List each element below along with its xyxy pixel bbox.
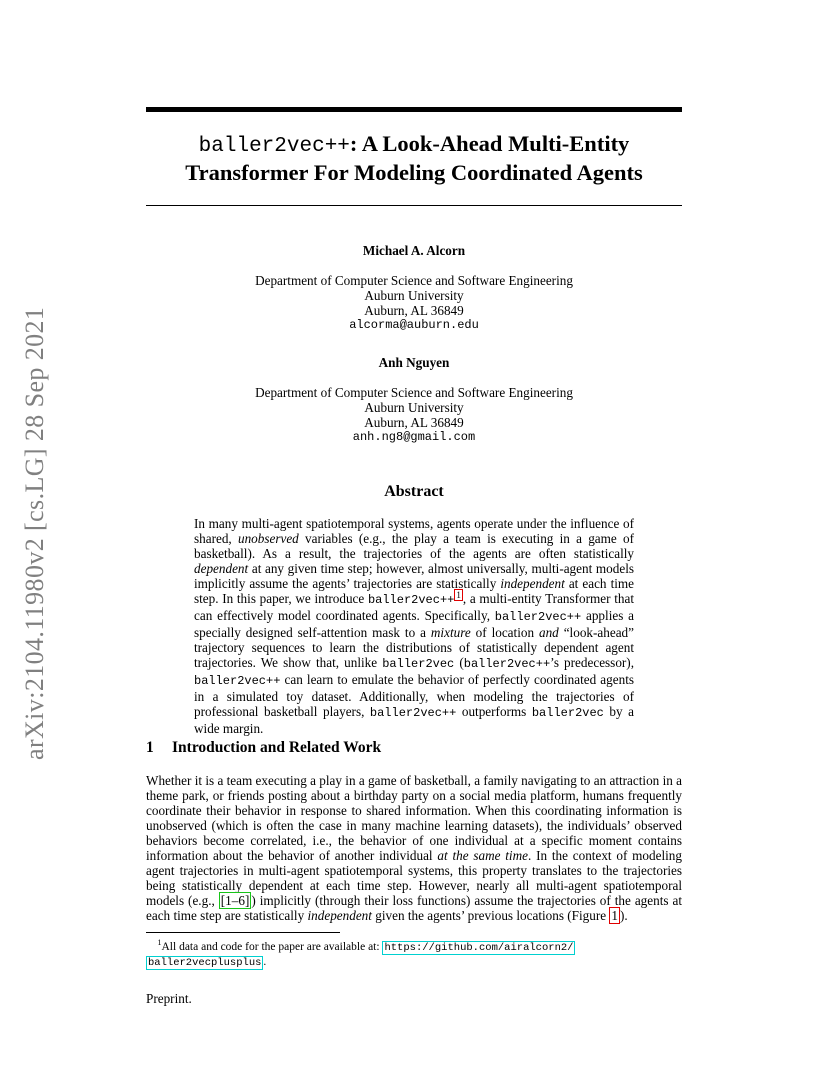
author-university: Auburn University — [364, 400, 464, 415]
text-run: ( — [454, 655, 464, 670]
code-model-name: baller2vec++ — [463, 657, 551, 671]
text-run: In many multi-agent spatiotemporal systems, agents operate under the influence of shared, — [194, 516, 634, 546]
text-run: . In the context of modeling agent trajectories in multi-agent spatiotemporal systems, this property translates to the trajectories being statistically dependent at each time step. However, nearly all multi-agent spatiotemporal models (e.g., — [146, 848, 682, 908]
title-line2: Transformer For Modeling Coordinated Agents — [185, 160, 643, 185]
title-rule-top — [146, 107, 682, 112]
text-run: by a wide margin. — [194, 704, 634, 736]
text-run: Whether it is a team executing a play in a game of basketball, a family navigating to an attraction in a theme park, or friends posting about a birthday party on a social media platform, humans frequently coordinate their behavior in response to shared information. When this coordinating information is unobserved (which is often the case in many machine learning datasets), the individuals’ observed behaviors become correlated, i.e., the behavior of one individual at a specific moment contains information about the behavior of another individual — [146, 773, 682, 863]
author-name: Michael A. Alcorn — [362, 243, 466, 258]
preprint-label: Preprint. — [146, 991, 192, 1006]
abstract-text — [194, 516, 634, 736]
text-run: ). — [619, 908, 628, 923]
text-run: can learn to emulate the behavior of perfectly coordinated agents in a simulated toy dataset. Additionally, when modeling the trajectories of professional basketball players, — [194, 672, 634, 719]
emphasis: mixture — [430, 625, 471, 640]
emphasis: unobserved — [237, 531, 299, 546]
citation-link[interactable]: [1–6] — [220, 893, 250, 908]
code-model-name: baller2vec — [382, 657, 455, 671]
text-run: ) implicitly (through their loss functions) assume the trajectories of the agents at each time step are statistically — [146, 893, 683, 923]
intro-paragraph — [146, 773, 682, 923]
text-run: of location — [470, 625, 539, 640]
footnote-text: All data and code for the paper are available at: — [161, 940, 383, 953]
text-run: at any given time step; however, almost universally, multi-agent models implicitly assume the agents’ trajectories are statistically — [194, 561, 634, 591]
text-run: given the agents’ previous locations (Figure — [371, 908, 610, 923]
repo-url-link[interactable]: https://github.com/airalcorn2/ — [384, 941, 574, 954]
emphasis: dependent — [194, 561, 249, 576]
author-name: Anh Nguyen — [378, 355, 450, 370]
author-email[interactable]: alcorma@auburn.edu — [349, 318, 479, 332]
code-model-name: baller2vec++ — [369, 706, 457, 720]
text-run: applies a specially designed self-attention mask to a — [194, 608, 634, 640]
text-run: variables (e.g., the play a team is executing in a game of basketball). As a result, the trajectories of the agents are often statistically — [194, 531, 635, 561]
emphasis: and — [538, 625, 559, 640]
code-model-name: baller2vec++ — [194, 674, 281, 688]
section-title: Introduction and Related Work — [172, 739, 382, 756]
arxiv-stamp: arXiv:2104.11980v2 [cs.LG] 28 Sep 2021 — [20, 306, 49, 760]
abstract-heading: Abstract — [384, 483, 444, 500]
emphasis: independent — [307, 908, 372, 923]
footnote-text: . — [263, 955, 267, 968]
footnote-mark: 1 — [157, 938, 162, 947]
author-block-2 — [146, 355, 682, 445]
author-university: Auburn University — [364, 288, 464, 303]
code-model-name: baller2vec++ — [494, 610, 582, 624]
paper-title — [146, 131, 682, 186]
section-number: 1 — [146, 739, 154, 756]
author-email[interactable]: anh.ng8@gmail.com — [352, 430, 476, 444]
emphasis: independent — [500, 576, 565, 591]
footnote-rule — [146, 932, 340, 933]
footnote — [146, 936, 682, 970]
author-location: Auburn, AL 36849 — [364, 303, 464, 318]
author-location: Auburn, AL 36849 — [364, 415, 464, 430]
repo-url-link[interactable]: baller2vecplusplus — [148, 956, 262, 969]
title-rule-bottom — [146, 205, 682, 206]
author-department: Department of Computer Science and Software Engineering — [255, 273, 573, 288]
code-model-name: baller2vec — [531, 706, 604, 720]
author-block-1 — [146, 243, 682, 333]
title-line1: : A Look-Ahead Multi-Entity — [349, 131, 630, 156]
text-run: “look-ahead” trajectory sequences to learn the distributions of statistically dependent agent trajectories. We show that, unlike — [194, 625, 634, 670]
title-model-name: baller2vec++ — [198, 135, 350, 158]
emphasis: at the same time — [437, 848, 528, 863]
code-model-name: baller2vec++ — [367, 593, 455, 607]
footnote-link[interactable]: 1 — [456, 589, 461, 600]
text-run: , a multi-entity Transformer that can effectively model coordinated agents. Specifically, — [194, 591, 634, 623]
figure-link[interactable]: 1 — [611, 908, 618, 923]
text-run: at each time step. In this paper, we introduce — [194, 576, 635, 606]
section-heading — [146, 739, 381, 757]
author-department: Department of Computer Science and Software Engineering — [255, 385, 573, 400]
text-run: ’s predecessor), — [550, 655, 634, 670]
text-run: outperforms — [456, 704, 532, 719]
